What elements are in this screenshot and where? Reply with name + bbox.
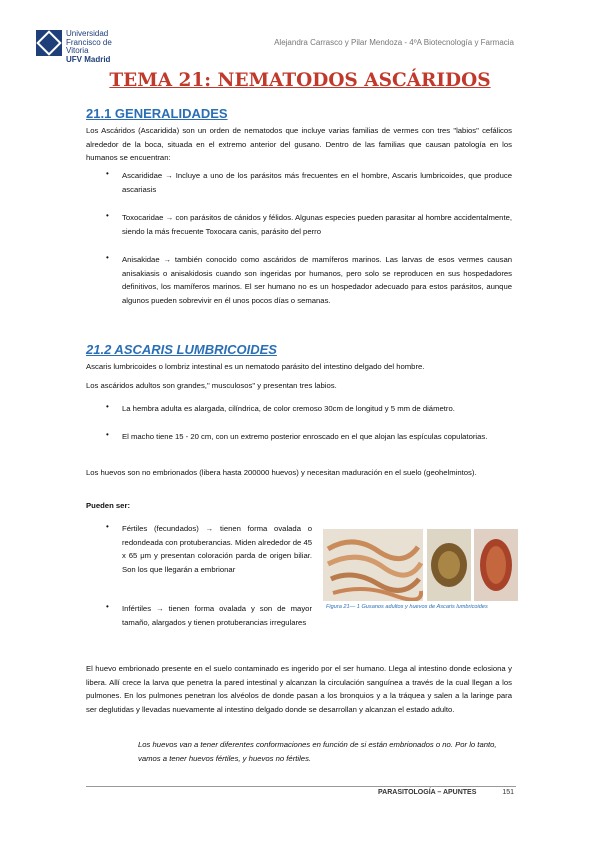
- adults-description: Los ascáridos adultos son grandes," musculosos" y presentan tres labios.: [86, 381, 337, 390]
- male-description: El macho tiene 15 - 20 cm, con un extremo posterior enroscado en el que alojan las espículas copulatorias.: [122, 432, 488, 441]
- page-footer: [378, 789, 514, 796]
- ufv-emblem-icon: [36, 30, 62, 56]
- bullet-icon: •: [106, 211, 109, 220]
- header-authors: Alejandra Carrasco y Pilar Mendoza - 4ºA Biotecnología y Farmacia: [274, 38, 514, 47]
- ascaris-figure: [323, 529, 518, 601]
- figure-caption: Figura 21— 1 Gusanos adultos y huevos de Ascaris lumbricoides: [326, 604, 488, 610]
- university-name: Universidad Francisco de Vitoria UFV Madrid: [66, 29, 112, 64]
- section-intro: Los Ascáridos (Ascaridida) son un orden de nematodos que incluye varias familias de vermes con tres "labios" cefálicos alrededor de la boca, situada en el extremo anterior del gusano. Dentro de las familias que causan patología en los humanos se encuentran:: [86, 126, 512, 162]
- female-description: La hembra adulta es alargada, cilíndrica, de color cremoso 30cm de longitud y 5 mm de diámetro.: [122, 404, 455, 413]
- page-number: 151: [502, 789, 514, 796]
- family-ascarididae: Ascarididae → Incluye a uno de los parásitos más frecuentes en el hombre, Ascaris lumbricoides, que produce ascariasis: [122, 171, 512, 194]
- bullet-icon: •: [106, 522, 109, 531]
- ascaris-definition: Ascaris lumbricoides o lombriz intestinal es un nematodo parásito del intestino delgado del hombre.: [86, 362, 425, 371]
- eggs-types-label: Pueden ser:: [86, 501, 131, 510]
- university-logo: [36, 28, 136, 64]
- bullet-icon: •: [106, 602, 109, 611]
- infertile-egg-photo: [474, 529, 518, 601]
- fertile-eggs: Fértiles (fecundados) → tienen forma ovalada o redondeada con protuberancias. Miden alrededor de 45 x 65 μm y presentan coloración parda de origen biliar. Son los que llegarán a embrionar: [122, 524, 312, 574]
- bullet-icon: •: [106, 430, 109, 439]
- section-heading-generalidades: 21.1 GENERALIDADES: [86, 106, 228, 121]
- life-cycle-paragraph: El huevo embrionado presente en el suelo contaminado es ingerido por el ser humano. Llega al intestino donde eclosiona y libera. Allí crece la larva que penetra la pared intestinal y alcanzan la circulación sanguínea a través de la cual llegan a los pulmones. En los pulmones penetran los alvéolos de donde pasan a los bronquios y a la tráquea y salen a la laringe para ser deglutidas y llevadas nuevamente al intestino delgado donde se desarrollan y alcanzan el estado adulto.: [86, 664, 512, 714]
- footer-divider: [86, 786, 516, 787]
- footer-label: PARASITOLOGÍA – APUNTES: [378, 789, 477, 796]
- family-anisakidae: Anisakidae → también conocido como ascáridos de mamíferos marinos. Las larvas de esos vermes causan anisakiasis o anisakidosis cuando son ingeridas por humanos, pero solo se reproducen en sus hospedadores definitivos, los mamíferos marinos. El ser humano no es un hospedador adecuado para estos parásitos, aunque algunos pueden sobrevivir en él unos pocos días o semanas.: [122, 255, 512, 305]
- infertile-eggs: Infértiles → tienen forma ovalada y son de mayor tamaño, alargados y tienen protuberancias irregulares: [122, 604, 312, 627]
- family-toxocaridae: Toxocaridae → con parásitos de cánidos y félidos. Algunas especies pueden parasitar al hombre accidentalmente, siendo la más frecuente Toxocara canis, parásito del perro: [122, 213, 512, 236]
- bullet-icon: •: [106, 169, 109, 178]
- adult-worms-photo: [323, 529, 423, 601]
- eggs-description: Los huevos son no embrionados (libera hasta 200000 huevos) y necesitan maduración en el suelo (geohelmintos).: [86, 468, 477, 477]
- fertile-egg-photo: [427, 529, 471, 601]
- page-title: TEMA 21: NEMATODOS ASCÁRIDOS: [109, 70, 491, 91]
- bullet-icon: •: [106, 402, 109, 411]
- section-heading-ascaris: 21.2 ASCARIS LUMBRICOIDES: [86, 342, 277, 357]
- eggs-note: Los huevos van a tener diferentes conformaciones en función de si están embrionados o no. Por lo tanto, vamos a tener huevos fértiles, y huevos no fértiles.: [138, 740, 497, 763]
- bullet-icon: •: [106, 253, 109, 262]
